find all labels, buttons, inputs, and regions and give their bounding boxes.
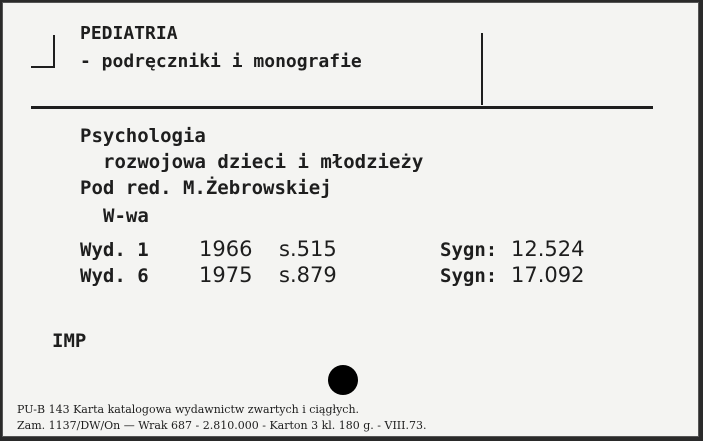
signature-label: Sygn: [440,265,498,287]
place-line: W-wa [103,205,149,227]
signature-number: 17.092 [511,263,585,287]
signature-label: Sygn: [440,239,498,261]
header-bottom-rule [31,106,653,109]
edition-label: Wyd. 1 [80,239,149,261]
footer-line-1: PU-B 143 Karta katalogowa wydawnictw zwartych i ciągłych. [17,403,360,416]
title-line-2: rozwojowa dzieci i młodzieży [103,151,424,173]
footer-line-2: Zam. 1137/DW/On — Wrak 687 - 2.810.000 - Karton 3 kl. 180 g. - VIII.73. [17,419,427,432]
header-left-divider [53,35,55,68]
imp-mark: IMP [52,330,87,352]
header-left-tick [31,66,55,68]
subject-subtitle: - podręczniki i monografie [80,51,362,72]
header-right-divider [481,33,483,105]
edition-year: 1966 [199,237,253,261]
punch-hole [328,365,358,395]
edition-year: 1975 [199,263,253,287]
edition-label: Wyd. 6 [80,265,149,287]
editor-line: Pod red. M.Żebrowskiej [80,177,332,199]
edition-pages: s.879 [279,263,337,287]
signature-number: 12.524 [511,237,585,261]
edition-pages: s.515 [279,237,337,261]
catalog-card [2,2,699,437]
subject-heading: PEDIATRIA [80,23,178,44]
title-line-1: Psychologia [80,125,206,147]
